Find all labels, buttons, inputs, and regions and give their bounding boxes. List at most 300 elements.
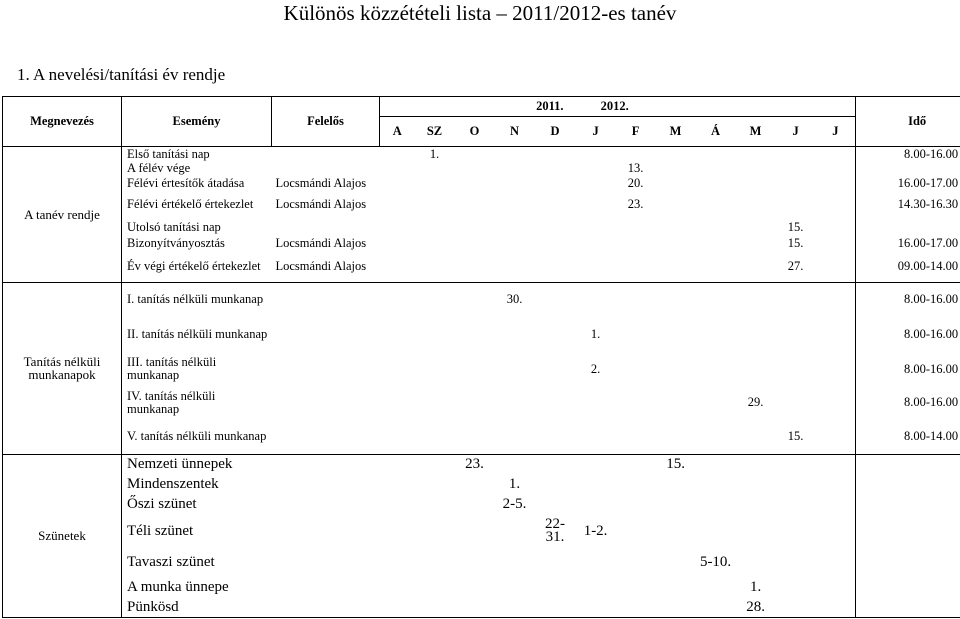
responsible-cell: Locsmándi Alajos — [275, 176, 367, 191]
month-cell — [696, 161, 736, 176]
month-cell — [816, 494, 856, 515]
month-header: M — [736, 117, 776, 147]
month-cell: 22-31. — [545, 516, 566, 546]
month-cell — [380, 597, 415, 617]
table-row — [3, 419, 960, 454]
month-header: A — [380, 117, 415, 147]
month-cell — [656, 219, 696, 236]
month-cell — [380, 317, 415, 352]
time-cell: 8.00-16.00 — [856, 147, 960, 162]
month-cell — [415, 176, 455, 191]
month-cell — [776, 176, 816, 191]
month-cell — [495, 147, 535, 162]
month-cell — [616, 547, 656, 577]
responsible-cell: Locsmándi Alajos — [272, 250, 380, 282]
month-cell — [535, 176, 576, 191]
month-cell — [616, 282, 656, 317]
month-cell — [736, 317, 776, 352]
month-cell: 1. — [415, 147, 455, 162]
time-cell — [856, 219, 960, 236]
month-cell — [696, 419, 736, 454]
month-cell — [535, 250, 576, 282]
responsible-cell — [272, 419, 380, 454]
month-cell — [380, 577, 415, 597]
month-cell: 23. — [627, 197, 644, 212]
month-cell — [535, 494, 576, 515]
group-name: Tanítás nélküli munkanapok — [3, 282, 122, 454]
time-cell: 8.00-16.00 — [856, 282, 960, 317]
table-row — [3, 577, 960, 597]
event-cell: Téli szünet — [122, 516, 380, 548]
month-cell — [656, 282, 696, 317]
month-cell — [415, 494, 455, 515]
month-cell — [656, 516, 696, 548]
time-cell: 09.00-14.00 — [856, 250, 960, 282]
month-cell — [736, 282, 776, 317]
responsible-cell — [272, 147, 380, 162]
month-cell — [576, 161, 616, 176]
month-cell — [380, 236, 415, 251]
month-cell — [495, 386, 535, 419]
month-cell — [816, 419, 856, 454]
month-cell — [380, 219, 415, 236]
time-cell: 14.30-16.30 — [856, 191, 960, 219]
month-cell — [776, 147, 816, 162]
header-time: Idő — [856, 97, 960, 147]
month-header: O — [455, 117, 495, 147]
month-cell — [535, 577, 576, 597]
month-cell: 2. — [590, 361, 601, 376]
month-cell — [380, 191, 415, 219]
month-cell — [576, 454, 616, 474]
month-cell: 15. — [787, 219, 804, 234]
month-cell — [776, 317, 816, 352]
group-name: A tanév rendje — [3, 147, 122, 283]
month-cell — [816, 547, 856, 577]
month-cell — [535, 547, 576, 577]
month-cell — [455, 219, 495, 236]
month-cell — [415, 597, 455, 617]
month-cell — [576, 191, 616, 219]
month-cell — [736, 236, 776, 251]
month-cell: 23. — [455, 454, 495, 474]
month-cell — [696, 219, 736, 236]
month-header: J — [776, 117, 816, 147]
month-cell — [455, 176, 495, 191]
time-cell — [856, 597, 960, 617]
month-cell — [495, 352, 535, 386]
month-cell — [415, 191, 455, 219]
responsible-cell — [272, 317, 380, 352]
month-cell — [535, 474, 576, 494]
month-cell — [736, 516, 776, 548]
event-cell: Bizonyítványosztás — [122, 236, 272, 251]
month-cell: 13. — [627, 161, 644, 176]
event-cell: Év végi értékelő értekezlet — [122, 250, 272, 282]
month-cell — [656, 191, 696, 219]
month-header: J — [576, 117, 616, 147]
table-row — [3, 219, 960, 236]
month-cell — [455, 282, 495, 317]
month-cell — [736, 419, 776, 454]
month-cell — [816, 474, 856, 494]
month-cell — [380, 494, 415, 515]
month-cell: 1. — [749, 578, 762, 595]
month-cell — [696, 454, 736, 474]
event-cell: A munka ünnepe — [122, 577, 380, 597]
month-cell — [776, 161, 816, 176]
event-cell: Félévi értesítők átadása — [122, 176, 272, 191]
month-cell — [380, 352, 415, 386]
table-row — [3, 191, 960, 219]
month-cell — [455, 191, 495, 219]
month-cell — [816, 250, 856, 282]
month-cell — [455, 317, 495, 352]
month-cell — [816, 577, 856, 597]
month-cell — [816, 317, 856, 352]
month-cell — [495, 219, 535, 236]
month-cell — [736, 547, 776, 577]
month-cell — [535, 597, 576, 617]
month-cell — [535, 161, 576, 176]
month-cell — [415, 454, 455, 474]
month-cell: 20. — [627, 176, 644, 191]
month-cell — [616, 147, 656, 162]
time-cell — [856, 494, 960, 515]
month-cell — [415, 161, 455, 176]
month-cell — [495, 577, 535, 597]
time-cell: 8.00-14.00 — [856, 419, 960, 454]
month-cell: 29. — [747, 395, 764, 410]
month-cell — [816, 161, 856, 176]
month-cell — [736, 161, 776, 176]
event-cell: I. tanítás nélküli munkanap — [122, 282, 272, 317]
month-header: J — [816, 117, 856, 147]
month-cell: 28. — [736, 597, 776, 617]
month-cell — [455, 250, 495, 282]
month-cell — [696, 352, 736, 386]
month-cell — [616, 494, 656, 515]
month-cell — [816, 386, 856, 419]
month-header: N — [495, 117, 535, 147]
month-cell — [455, 161, 495, 176]
time-cell — [856, 516, 960, 548]
month-cell — [776, 191, 816, 219]
month-cell — [736, 191, 776, 219]
section-heading: 1. A nevelési/tanítási év rendje — [17, 65, 226, 84]
month-cell — [776, 547, 816, 577]
month-cell — [616, 597, 656, 617]
month-cell — [656, 547, 696, 577]
month-cell — [656, 161, 696, 176]
responsible-cell — [272, 352, 380, 386]
month-cell — [535, 352, 576, 386]
month-cell — [495, 454, 535, 474]
table-header — [3, 97, 960, 147]
header-responsible: Felelős — [272, 97, 380, 147]
month-cell — [656, 147, 696, 162]
event-cell: Első tanítási nap — [122, 147, 272, 162]
month-header: F — [616, 117, 656, 147]
responsible-cell — [272, 386, 380, 419]
month-cell — [696, 577, 736, 597]
month-cell — [380, 161, 415, 176]
table-row — [3, 547, 960, 577]
table-row — [3, 236, 960, 251]
month-cell — [696, 250, 736, 282]
month-cell — [455, 147, 495, 162]
month-cell — [776, 597, 816, 617]
month-cell — [495, 236, 535, 251]
month-cell — [696, 191, 736, 219]
month-cell — [816, 516, 856, 548]
month-cell — [576, 474, 616, 494]
month-cell — [616, 516, 656, 548]
month-cell — [696, 147, 736, 162]
month-cell: 27. — [776, 250, 816, 282]
month-cell — [816, 219, 856, 236]
header-event: Esemény — [122, 97, 272, 147]
month-cell — [776, 454, 816, 474]
schedule-table — [2, 96, 960, 618]
event-cell: Félévi értékelő értekezlet — [122, 191, 272, 219]
month-cell — [576, 597, 616, 617]
event-cell: II. tanítás nélküli munkanap — [122, 317, 272, 352]
month-cell — [736, 454, 776, 474]
month-cell: 30. — [495, 282, 535, 317]
responsible-cell — [272, 219, 380, 236]
event-cell: Tavaszi szünet — [122, 547, 380, 577]
month-cell — [495, 419, 535, 454]
month-cell — [380, 386, 415, 419]
month-cell — [455, 577, 495, 597]
month-cell — [656, 317, 696, 352]
responsible-cell: Locsmándi Alajos — [275, 235, 367, 250]
month-cell — [535, 386, 576, 419]
month-cell — [736, 352, 776, 386]
month-cell — [616, 250, 656, 282]
month-cell — [415, 419, 455, 454]
month-cell: 2-5. — [502, 496, 527, 513]
month-cell — [455, 386, 495, 419]
month-cell — [535, 236, 576, 251]
month-cell — [616, 474, 656, 494]
month-cell — [455, 352, 495, 386]
month-cell — [495, 250, 535, 282]
month-cell — [495, 191, 535, 219]
month-cell — [576, 386, 616, 419]
month-cell: 15. — [787, 235, 804, 250]
month-cell — [776, 516, 816, 548]
month-cell — [616, 386, 656, 419]
month-cell — [576, 419, 616, 454]
table-row — [3, 494, 960, 515]
month-cell — [415, 386, 455, 419]
table-row — [3, 516, 960, 548]
month-cell — [656, 250, 696, 282]
table-row — [3, 317, 960, 352]
month-cell — [455, 547, 495, 577]
month-cell: 15. — [656, 454, 696, 474]
event-cell: A félév vége — [122, 161, 272, 176]
month-cell — [535, 454, 576, 474]
table-row — [3, 250, 960, 282]
month-cell — [816, 454, 856, 474]
month-cell — [616, 352, 656, 386]
page-title: Különös közzétételi lista – 2011/2012-es tanév — [283, 1, 677, 25]
month-cell — [816, 176, 856, 191]
month-cell — [616, 454, 656, 474]
month-cell — [415, 516, 455, 548]
time-cell — [856, 577, 960, 597]
month-cell — [616, 236, 656, 251]
time-cell: 8.00-16.00 — [856, 317, 960, 352]
month-cell — [576, 219, 616, 236]
month-cell — [656, 236, 696, 251]
time-cell: 16.00-17.00 — [856, 236, 960, 251]
month-cell — [576, 577, 616, 597]
month-cell — [656, 474, 696, 494]
month-cell — [380, 516, 415, 548]
month-header: Á — [696, 117, 736, 147]
month-cell — [495, 547, 535, 577]
month-cell: 1. — [508, 475, 521, 492]
month-cell — [415, 474, 455, 494]
month-cell — [696, 516, 736, 548]
event-cell: Őszi szünet — [122, 494, 380, 515]
month-cell — [736, 250, 776, 282]
event-cell: Mindenszentek — [122, 474, 380, 494]
month-cell — [415, 577, 455, 597]
month-cell — [696, 317, 736, 352]
month-cell — [656, 352, 696, 386]
table-row — [3, 147, 960, 162]
time-cell — [856, 474, 960, 494]
month-cell — [535, 282, 576, 317]
month-cell — [415, 219, 455, 236]
month-cell — [816, 352, 856, 386]
responsible-cell: Locsmándi Alajos — [275, 197, 367, 212]
time-cell: 8.00-16.00 — [856, 352, 960, 386]
month-cell: 1-2. — [583, 522, 608, 539]
month-cell — [696, 176, 736, 191]
month-cell — [576, 176, 616, 191]
month-cell — [696, 494, 736, 515]
event-cell: IV. tanítás nélküli munkanap — [122, 386, 272, 419]
month-cell — [776, 494, 816, 515]
table-row — [3, 597, 960, 617]
table-row — [3, 161, 960, 176]
header-year-2012: 2012. — [576, 97, 856, 117]
month-cell — [576, 547, 616, 577]
month-cell — [380, 147, 415, 162]
month-cell — [455, 419, 495, 454]
month-cell — [656, 176, 696, 191]
month-cell — [415, 547, 455, 577]
month-cell — [495, 176, 535, 191]
month-cell — [415, 317, 455, 352]
month-cell — [736, 494, 776, 515]
month-cell — [535, 419, 576, 454]
month-cell — [415, 250, 455, 282]
month-cell — [535, 191, 576, 219]
month-header: M — [656, 117, 696, 147]
month-cell — [576, 494, 616, 515]
month-cell — [816, 236, 856, 251]
table-row — [3, 386, 960, 419]
header-year-2011: 2011. — [380, 97, 576, 117]
month-cell — [380, 250, 415, 282]
month-cell — [616, 419, 656, 454]
time-cell — [856, 454, 960, 474]
month-cell — [616, 219, 656, 236]
table-row — [3, 282, 960, 317]
month-cell — [495, 317, 535, 352]
month-header: SZ — [415, 117, 455, 147]
month-cell — [656, 419, 696, 454]
month-cell — [576, 250, 616, 282]
month-cell — [736, 147, 776, 162]
month-cell — [656, 494, 696, 515]
month-cell: 1. — [590, 327, 601, 342]
month-cell — [455, 494, 495, 515]
table-row — [3, 352, 960, 386]
month-cell — [816, 597, 856, 617]
month-cell — [455, 474, 495, 494]
header-name: Megnevezés — [3, 97, 122, 147]
month-cell — [696, 597, 736, 617]
event-cell: III. tanítás nélküli munkanap — [122, 352, 272, 386]
month-header: D — [535, 117, 576, 147]
table-row — [3, 474, 960, 494]
time-cell — [856, 547, 960, 577]
time-cell — [856, 161, 960, 176]
time-cell: 16.00-17.00 — [856, 176, 960, 191]
month-cell — [616, 317, 656, 352]
month-cell — [576, 236, 616, 251]
month-cell — [455, 597, 495, 617]
month-cell — [380, 454, 415, 474]
month-cell — [736, 219, 776, 236]
month-cell — [495, 516, 535, 548]
month-cell — [656, 386, 696, 419]
month-cell — [816, 191, 856, 219]
month-cell — [415, 352, 455, 386]
month-cell — [415, 282, 455, 317]
month-cell — [535, 317, 576, 352]
month-cell — [380, 419, 415, 454]
month-cell — [696, 282, 736, 317]
responsible-cell — [272, 282, 380, 317]
month-cell — [696, 236, 736, 251]
month-cell — [656, 577, 696, 597]
month-cell — [776, 282, 816, 317]
month-cell — [576, 282, 616, 317]
month-cell — [380, 547, 415, 577]
month-cell — [616, 577, 656, 597]
month-cell — [380, 282, 415, 317]
month-cell — [816, 147, 856, 162]
month-cell — [415, 236, 455, 251]
month-cell — [776, 577, 816, 597]
month-cell — [816, 282, 856, 317]
month-cell — [380, 176, 415, 191]
month-cell — [455, 516, 495, 548]
month-cell — [576, 147, 616, 162]
table-row — [3, 176, 960, 191]
table-row — [3, 454, 960, 474]
event-cell: V. tanítás nélküli munkanap — [122, 419, 272, 454]
